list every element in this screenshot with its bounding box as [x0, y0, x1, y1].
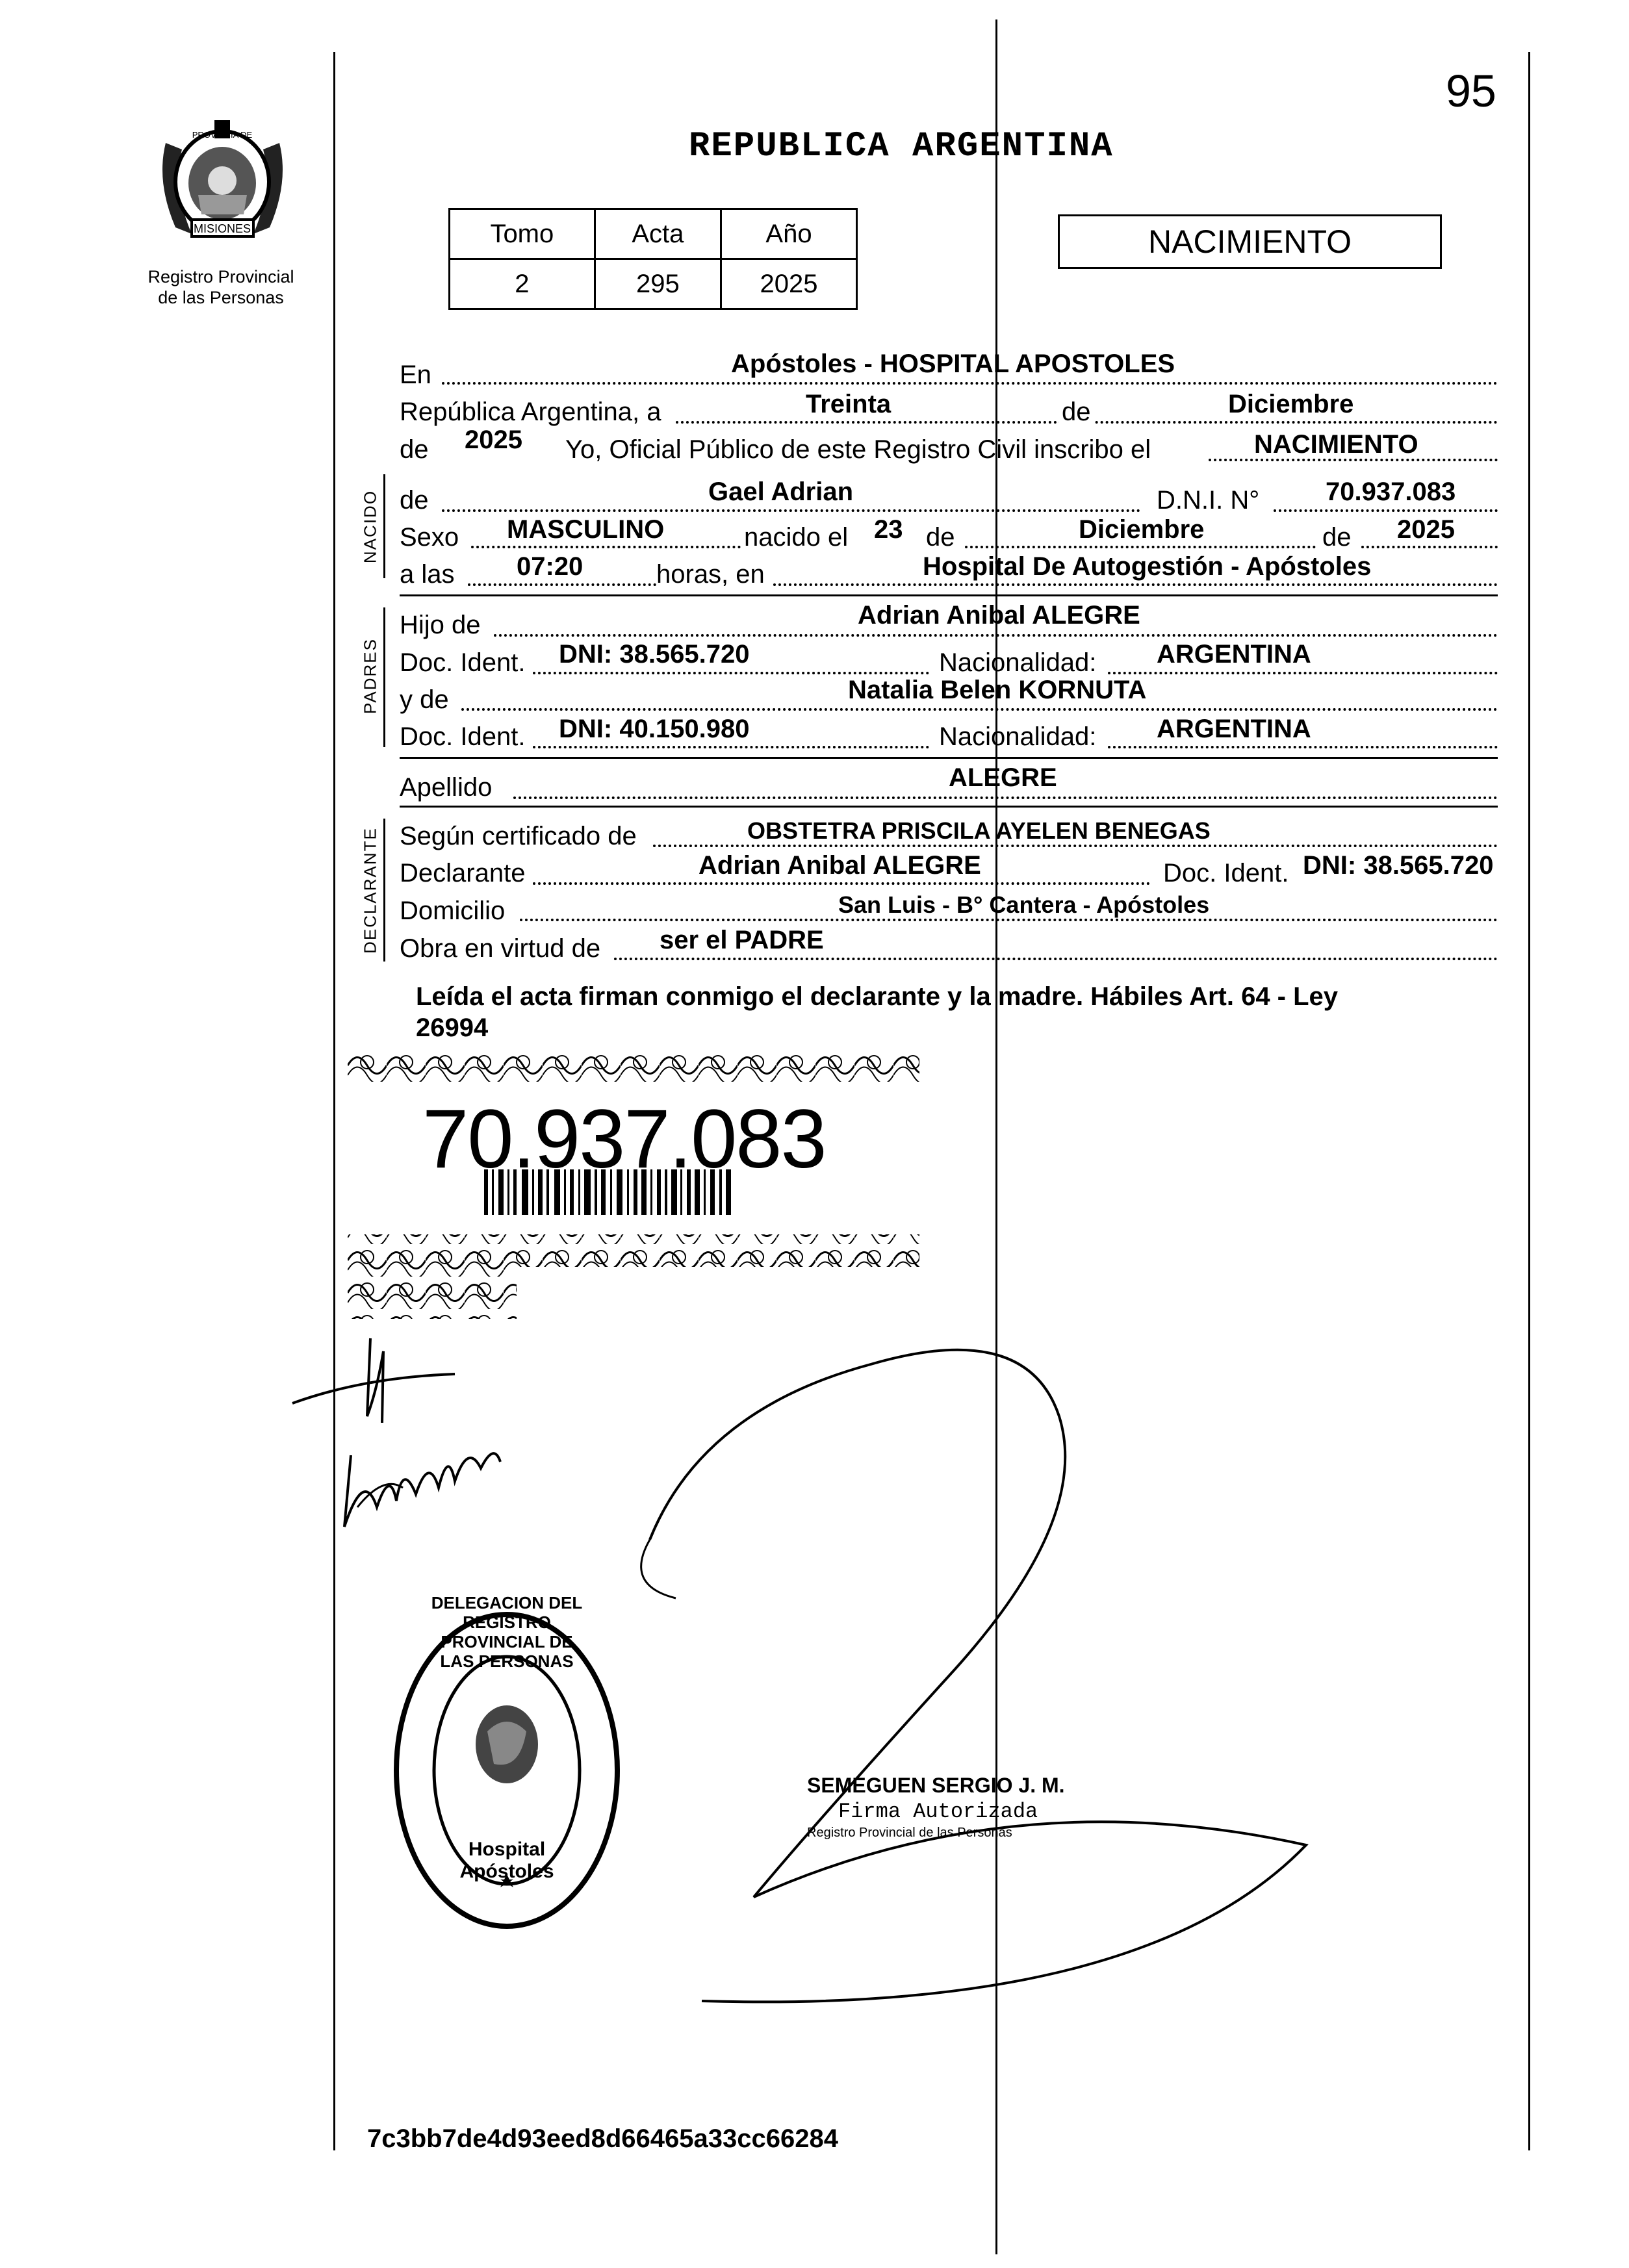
nacido-de3-label: de: [1322, 523, 1352, 552]
declarante-section-label: DECLARANTE: [360, 827, 380, 954]
day-value: Treinta: [806, 390, 891, 418]
dots-birth-month: [965, 546, 1316, 548]
registry-label: [123, 266, 318, 308]
dots-birth-place: [773, 583, 1498, 586]
divider-padres: [400, 757, 1498, 759]
apellido-label: Apellido: [400, 773, 493, 802]
dni-value: 70.937.083: [1326, 478, 1456, 506]
official-name: SEMEGUEN SERGIO J. M.: [807, 1774, 1065, 1797]
nacido-name: Gael Adrian: [708, 478, 854, 506]
dots-mother-nat: [1108, 746, 1498, 748]
dots-father-doc: [533, 672, 929, 674]
dots-dni: [1274, 509, 1498, 512]
father-doc-label: Doc. Ident.: [400, 648, 526, 677]
official-signature: [624, 1312, 1339, 2046]
time-value: 07:20: [517, 552, 584, 581]
dots-nacido-name: [442, 509, 1140, 512]
dom-label: Domicilio: [400, 897, 506, 925]
obra-value: ser el PADRE: [660, 926, 824, 954]
svg-text:PROVINCIA DE: PROVINCIA DE: [192, 130, 253, 140]
mother-doc-label: Doc. Ident.: [400, 722, 526, 751]
official-title: Firma Autorizada: [838, 1800, 1038, 1824]
officer-text: Yo, Oficial Público de este Registro Civil inscribo el: [565, 435, 1151, 464]
registry-label-line2: de las Personas: [158, 288, 284, 307]
rep-label: República Argentina, a: [400, 398, 661, 426]
en-label: En: [400, 361, 431, 389]
left-margin-line: [333, 52, 335, 2150]
dots-en: [442, 382, 1498, 385]
closing-text: [416, 981, 1338, 1043]
decl-doc: DNI: 38.565.720: [1303, 851, 1494, 880]
padres-bracket: [383, 607, 385, 747]
record-table: [448, 208, 858, 310]
svg-text:MISIONES: MISIONES: [193, 222, 251, 235]
year-value: 2025: [465, 426, 522, 454]
padres-section-label: PADRES: [360, 638, 380, 714]
closing-line1: Leída el acta firman conmigo el declarante y la madre. Hábiles Art. 64 - Ley: [416, 982, 1339, 1011]
father-name: Adrian Anibal ALEGRE: [858, 601, 1140, 630]
dni-label: D.N.I. N°: [1157, 486, 1260, 515]
birth-place: Hospital De Autogestión - Apóstoles: [923, 552, 1372, 581]
dots-mother-doc: [533, 746, 929, 748]
dots-time: [468, 583, 656, 586]
page-number: 95: [1446, 66, 1496, 116]
closing-line2: 26994: [416, 1013, 489, 1042]
obra-label: Obra en virtud de: [400, 934, 601, 963]
nacido-de2-label: de: [926, 523, 955, 552]
value-acta: 295: [595, 259, 721, 309]
birth-day: 23: [874, 515, 903, 544]
mother-name: Natalia Belen KORNUTA: [848, 676, 1147, 704]
de2-label: de: [400, 435, 429, 464]
birth-month: Diciembre: [1079, 515, 1205, 544]
record-type-box: NACIMIENTO: [1058, 214, 1442, 269]
dots-apellido: [513, 796, 1498, 799]
dots-sexo: [471, 546, 741, 548]
decl-doc-label: Doc. Ident.: [1163, 859, 1289, 887]
nacido-de-label: de: [400, 486, 429, 515]
sticker-number: 70.937.083: [422, 1093, 826, 1186]
country-title: REPUBLICA ARGENTINA: [689, 127, 1114, 166]
decl-value: Adrian Anibal ALEGRE: [699, 851, 981, 880]
birth-year: 2025: [1397, 515, 1455, 544]
father-doc: DNI: 38.565.720: [559, 640, 750, 669]
alas-label: a las: [400, 560, 455, 589]
horas-label: horas, en: [656, 560, 765, 589]
declarante-bracket: [383, 819, 385, 962]
place-value: Apóstoles - HOSPITAL APOSTOLES: [731, 350, 1175, 378]
document-hash: 7c3bb7de4d93eed8d66465a33cc66284: [367, 2124, 838, 2153]
event-value: NACIMIENTO: [1254, 430, 1418, 459]
declarant-signature: [286, 1312, 533, 1559]
father-nat-label: Nacionalidad:: [939, 648, 1097, 677]
dots-mother: [461, 708, 1498, 711]
nacido-bracket: [383, 474, 385, 578]
header-acta: Acta: [595, 209, 721, 259]
month-value: Diciembre: [1228, 390, 1354, 418]
header-tomo: Tomo: [450, 209, 595, 259]
province-logo: [153, 104, 292, 253]
registry-label-line1: Registro Provincial: [148, 267, 294, 287]
nacido-section-label: NACIDO: [360, 489, 380, 564]
divider-apellido: [400, 806, 1498, 808]
dots-dom: [520, 919, 1498, 921]
dom-value: San Luis - B° Cantera - Apóstoles: [838, 891, 1210, 918]
header-anio: Año: [721, 209, 856, 259]
stamp-inner-text: Hospital Apóstoles: [459, 1839, 554, 1882]
father-nationality: ARGENTINA: [1157, 640, 1311, 669]
de-label: de: [1059, 398, 1094, 427]
cert-label: Según certificado de: [400, 822, 637, 850]
dots-birth-year: [1361, 546, 1498, 548]
hijo-label: Hijo de: [400, 611, 481, 639]
dots-cert: [653, 845, 1498, 847]
divider-nacido: [400, 594, 1498, 596]
mother-nationality: ARGENTINA: [1157, 715, 1311, 743]
dots-father: [494, 634, 1498, 637]
stamp-text: DELEGACION DEL REGISTRO PROVINCIAL DE LAS PERSONAS: [431, 1593, 583, 1671]
cert-value: OBSTETRA PRISCILA AYELEN BENEGAS: [747, 817, 1211, 844]
mother-doc: DNI: 40.150.980: [559, 715, 750, 743]
official-org: Registro Provincial de las Personas: [807, 1826, 1012, 1840]
dots-father-nat: [1108, 672, 1498, 674]
sexo-value: MASCULINO: [507, 515, 665, 544]
value-anio: 2025: [721, 259, 856, 309]
value-tomo: 2: [450, 259, 595, 309]
nacido-el-label: nacido el: [744, 523, 849, 552]
apellido-value: ALEGRE: [949, 763, 1057, 792]
yde-label: y de: [400, 685, 449, 714]
dots-decl: [533, 882, 1150, 885]
mother-nat-label: Nacionalidad:: [939, 722, 1097, 751]
right-margin-line: [1528, 52, 1530, 2150]
sexo-label: Sexo: [400, 523, 459, 552]
decl-label: Declarante: [400, 859, 526, 887]
dots-obra: [614, 958, 1498, 960]
